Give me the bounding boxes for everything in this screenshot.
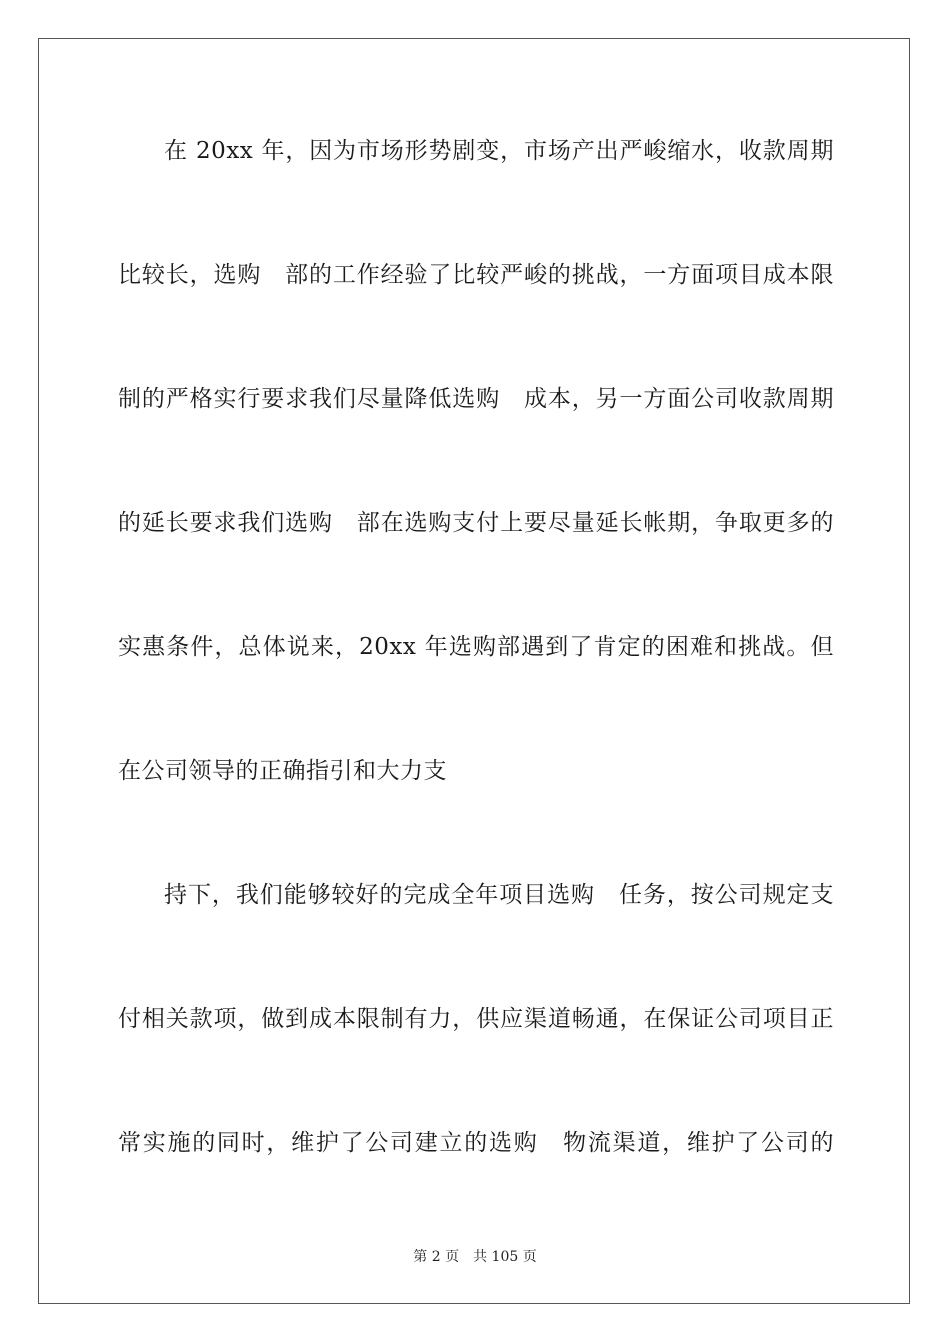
body-line-3: 制的严格实行要求我们尽量降低选购 成本，另一方面公司收款周期 bbox=[118, 386, 834, 412]
body-line-9: 常实施的同时，维护了公司建立的选购 物流渠道，维护了公司的 bbox=[118, 1130, 834, 1156]
body-line-5: 实惠条件，总体说来，20xx 年选购部遇到了肯定的困难和挑战。但 bbox=[118, 634, 834, 660]
body-line-8: 付相关款项，做到成本限制有力，供应渠道畅通，在保证公司项目正 bbox=[118, 1006, 834, 1032]
body-line-1: 在 20xx 年，因为市场形势剧变，市场产出严峻缩水，收款周期 bbox=[164, 138, 834, 164]
page-border bbox=[38, 38, 910, 1304]
page-footer bbox=[0, 1248, 950, 1266]
page-total: 共 105 页 bbox=[473, 1249, 537, 1265]
body-line-4: 的延长要求我们选购 部在选购支付上要尽量延长帐期，争取更多的 bbox=[118, 510, 834, 536]
page-number: 第 2 页 bbox=[413, 1249, 460, 1265]
body-line-6: 在公司领导的正确指引和大力支 bbox=[118, 758, 447, 784]
body-line-7: 持下，我们能够较好的完成全年项目选购 任务，按公司规定支 bbox=[164, 882, 834, 908]
body-line-2: 比较长，选购 部的工作经验了比较严峻的挑战，一方面项目成本限 bbox=[118, 262, 834, 288]
